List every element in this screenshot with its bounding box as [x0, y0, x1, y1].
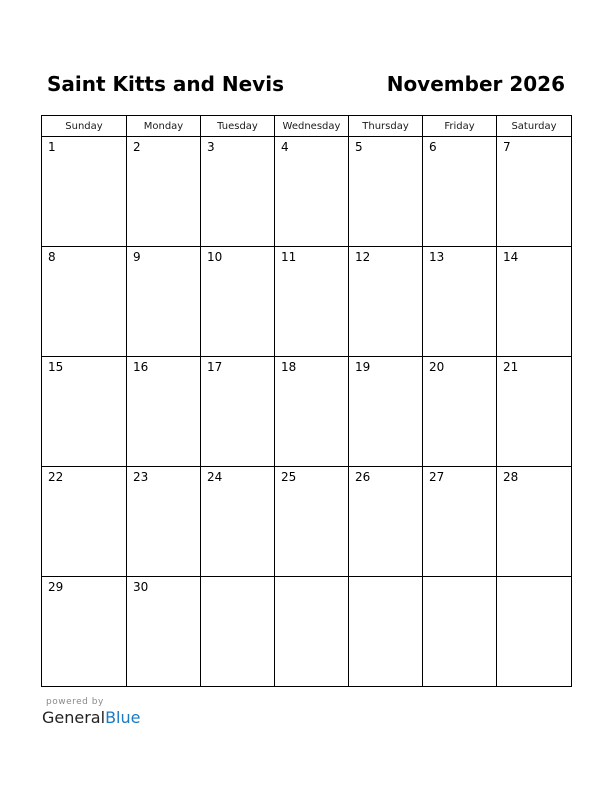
day-number: 6	[429, 140, 437, 154]
day-cell	[349, 467, 423, 577]
weekday-sunday: Sunday	[42, 116, 127, 137]
day-number	[497, 577, 571, 580]
day-cell	[423, 467, 497, 577]
day-number: 5	[355, 140, 363, 154]
generalblue-logo[interactable]	[42, 708, 140, 728]
day-cell	[42, 577, 127, 687]
day-cell	[201, 467, 275, 577]
day-cell	[42, 357, 127, 467]
day-number: 17	[207, 360, 223, 374]
day-cell	[349, 137, 423, 247]
day-number: 18	[281, 360, 297, 374]
brand-blue-text: Blue	[105, 708, 141, 727]
day-number: 7	[503, 140, 511, 154]
day-cell	[275, 467, 349, 577]
day-number: 25	[281, 470, 297, 484]
week-row	[42, 357, 572, 467]
day-number	[201, 577, 274, 580]
weekday-friday: Friday	[423, 116, 497, 137]
day-cell	[127, 467, 201, 577]
day-cell	[497, 247, 572, 357]
day-cell	[42, 247, 127, 357]
day-number	[349, 577, 422, 580]
day-cell	[423, 247, 497, 357]
day-cell	[127, 577, 201, 687]
week-row	[42, 247, 572, 357]
day-number: 8	[48, 250, 56, 264]
day-number: 12	[355, 250, 371, 264]
week-row	[42, 577, 572, 687]
weekday-header-row	[42, 116, 572, 137]
day-number: 29	[48, 580, 64, 594]
day-cell	[42, 137, 127, 247]
day-cell	[127, 357, 201, 467]
day-cell	[275, 357, 349, 467]
day-cell	[275, 137, 349, 247]
day-cell	[497, 577, 572, 687]
day-number: 14	[503, 250, 519, 264]
day-number: 15	[48, 360, 64, 374]
day-number: 13	[429, 250, 445, 264]
day-number: 24	[207, 470, 223, 484]
month-year-title: November 2026	[386, 72, 565, 96]
day-cell	[127, 137, 201, 247]
weekday-saturday: Saturday	[497, 116, 572, 137]
day-number: 22	[48, 470, 64, 484]
day-number: 2	[133, 140, 141, 154]
day-cell	[349, 247, 423, 357]
week-row	[42, 467, 572, 577]
day-number: 30	[133, 580, 149, 594]
day-cell	[201, 137, 275, 247]
day-number: 4	[281, 140, 289, 154]
day-cell	[127, 247, 201, 357]
day-number	[423, 577, 496, 580]
country-title: Saint Kitts and Nevis	[47, 72, 284, 96]
weekday-wednesday: Wednesday	[275, 116, 349, 137]
week-row	[42, 137, 572, 247]
day-number: 20	[429, 360, 445, 374]
day-cell	[497, 357, 572, 467]
day-cell	[201, 247, 275, 357]
day-cell	[497, 467, 572, 577]
weekday-tuesday: Tuesday	[201, 116, 275, 137]
day-number: 9	[133, 250, 141, 264]
day-number: 16	[133, 360, 149, 374]
day-cell	[42, 467, 127, 577]
day-number: 23	[133, 470, 149, 484]
day-cell	[497, 137, 572, 247]
day-cell	[423, 577, 497, 687]
day-cell	[201, 357, 275, 467]
day-number: 11	[281, 250, 297, 264]
day-cell	[349, 357, 423, 467]
day-number: 10	[207, 250, 223, 264]
weekday-thursday: Thursday	[349, 116, 423, 137]
day-number	[275, 577, 348, 580]
day-number: 1	[48, 140, 56, 154]
day-number: 19	[355, 360, 371, 374]
day-number: 21	[503, 360, 519, 374]
day-cell	[349, 577, 423, 687]
day-cell	[275, 247, 349, 357]
calendar-grid	[41, 115, 572, 687]
brand-general-text: General	[42, 708, 106, 727]
powered-by-label: powered by	[46, 697, 104, 707]
weekday-monday: Monday	[127, 116, 201, 137]
day-cell	[275, 577, 349, 687]
day-cell	[201, 577, 275, 687]
day-number: 28	[503, 470, 519, 484]
day-cell	[423, 137, 497, 247]
day-cell	[423, 357, 497, 467]
day-number: 3	[207, 140, 215, 154]
day-number: 27	[429, 470, 445, 484]
day-number: 26	[355, 470, 371, 484]
